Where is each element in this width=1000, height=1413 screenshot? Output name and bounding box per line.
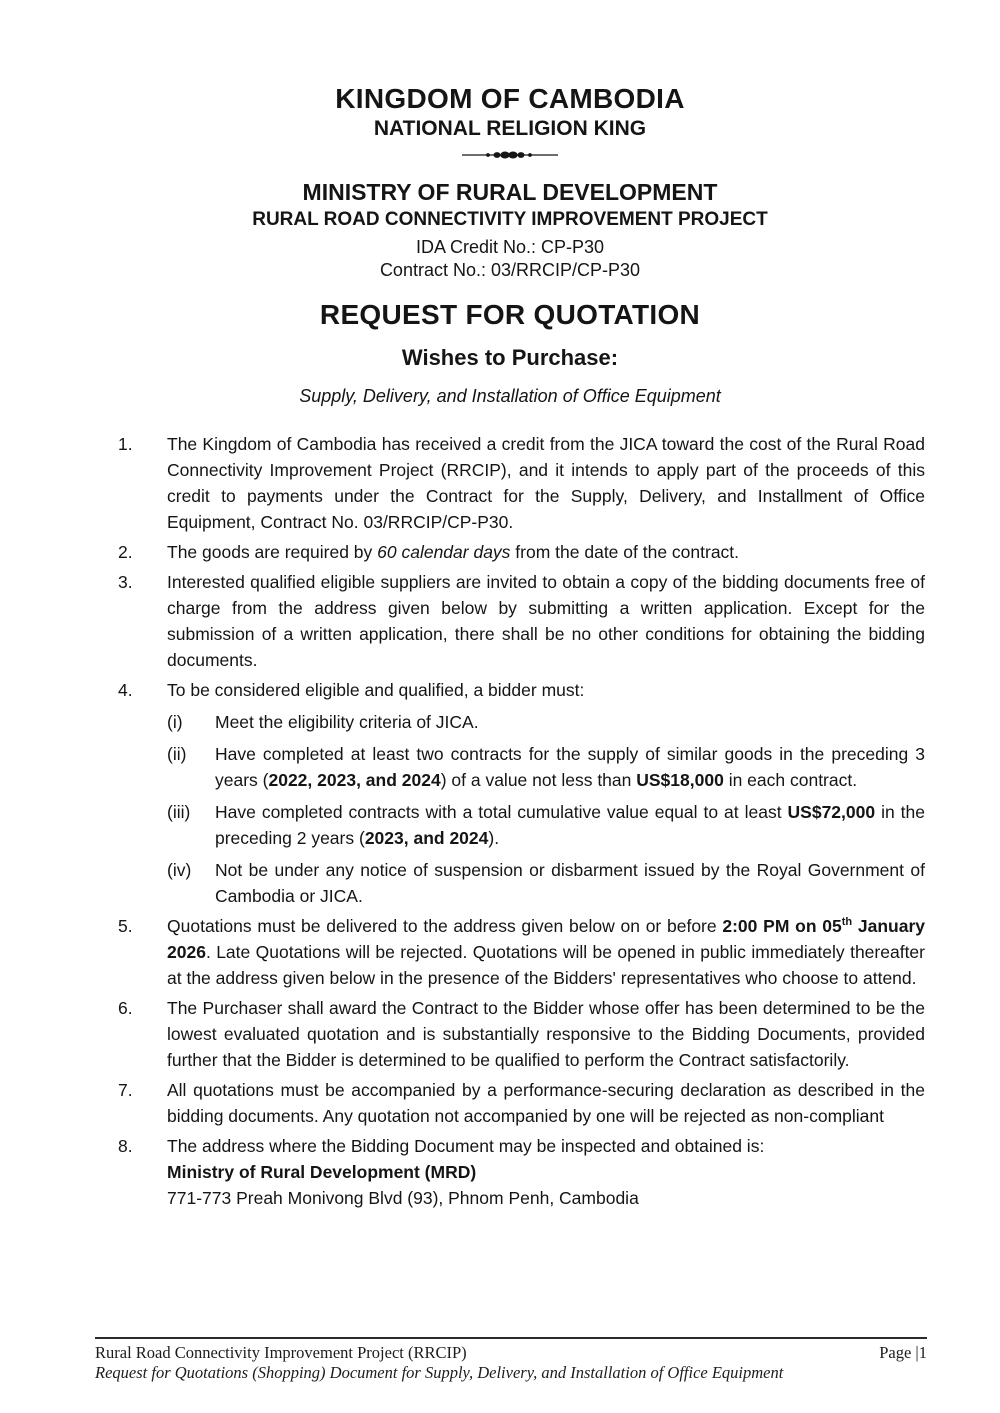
sub-item-text: Meet the eligibility criteria of JICA.: [215, 712, 479, 732]
list-item-4: [95, 677, 925, 909]
item-number: 2.: [118, 542, 133, 562]
sub-item-text: Not be under any notice of suspension or disbarment issued by the Royal Government of Cambodia or JICA.: [215, 860, 925, 906]
item-text: The Purchaser shall award the Contract to the Bidder whose offer has been determined to be the lowest evaluated quotation and is substantially responsive to the Bidding Documents, provided further that the Bidder is determined to be qualified to perform the Contract satisfactorily.: [167, 998, 925, 1070]
sub-item-marker: (iii): [167, 802, 191, 822]
item-number: 6.: [118, 998, 133, 1018]
item-number: 7.: [118, 1080, 133, 1100]
document-content: [95, 0, 925, 1215]
sub-item-iv: [167, 857, 925, 909]
list-item-1: [95, 431, 925, 535]
rfq-list: [95, 431, 925, 1211]
item-number: 3.: [118, 572, 133, 592]
sub-item-marker: (iv): [167, 860, 192, 880]
contract-number: Contract No.: 03/RRCIP/CP-P30: [379, 260, 641, 280]
credit-number: IDA Credit No.: CP-P30: [415, 237, 605, 257]
list-item-8: [95, 1133, 925, 1211]
list-item-2: [95, 539, 925, 565]
footer-document-title: Request for Quotations (Shopping) Document for Supply, Delivery, and Installation of Office Equipment: [95, 1363, 784, 1382]
national-motto: NATIONAL RELIGION KING: [373, 117, 647, 140]
document-header: [95, 0, 925, 407]
item-number: 4.: [118, 680, 133, 700]
ministry-title: MINISTRY OF RURAL DEVELOPMENT: [302, 179, 718, 205]
item-number: 1.: [118, 434, 133, 454]
sub-item-marker: (i): [167, 712, 183, 732]
sub-item-text: Have completed contracts with a total cumulative value equal to at least US$72,000 in the preceding 2 years (2023, and 2024).: [215, 802, 925, 848]
item-text: Quotations must be delivered to the address given below on or before 2:00 PM on 05th January 2026. Late Quotations will be rejected. Quotations will be opened in public immediately thereafter at the address given below in the presence of the Bidders' representatives who choose to attend.: [167, 916, 925, 988]
item-number: 5.: [118, 916, 133, 936]
item-text: Interested qualified eligible suppliers are invited to obtain a copy of the bidding documents free of charge from the address given below by submitting a written application. Except for the submission of a written application, there shall be no other conditions for obtaining the bidding documents.: [167, 572, 925, 670]
sub-item-marker: (ii): [167, 744, 187, 764]
item-text: To be considered eligible and qualified, a bidder must:: [167, 680, 585, 700]
page-footer: [95, 1337, 927, 1383]
sub-item-i: [167, 709, 925, 735]
list-item-5: [95, 913, 925, 991]
subject-line: Supply, Delivery, and Installation of Office Equipment: [299, 386, 721, 406]
project-title: RURAL ROAD CONNECTIVITY IMPROVEMENT PROJECT: [252, 209, 768, 230]
list-item-6: [95, 995, 925, 1073]
item-text: The address where the Bidding Document may be inspected and obtained is: Ministry of Rural Development (MRD) 771-773 Preah Monivong Blvd (93), Phnom Penh, Cambodia: [167, 1136, 765, 1208]
list-item-7: [95, 1077, 925, 1129]
item-number: 8.: [118, 1136, 133, 1156]
footer-first-line: [95, 1343, 927, 1363]
divider-ornament-icon: [95, 150, 925, 160]
page-title: REQUEST FOR QUOTATION: [319, 299, 701, 330]
sub-item-ii: [167, 741, 925, 793]
item-text: The Kingdom of Cambodia has received a credit from the JICA toward the cost of the Rural Road Connectivity Improvement Project (RRCIP), and it intends to apply part of the proceeds of this credit to payments under the Contract for the Supply, Delivery, and Installment of Office Equipment, Contract No. 03/RRCIP/CP-P30.: [167, 434, 925, 532]
item-text: The goods are required by 60 calendar days from the date of the contract.: [167, 542, 740, 562]
eligibility-sub-list: [167, 709, 925, 909]
footer-project-name: Rural Road Connectivity Improvement Project (RRCIP): [95, 1343, 467, 1362]
kingdom-title: KINGDOM OF CAMBODIA: [335, 83, 685, 114]
footer-page-number: Page |1: [879, 1343, 927, 1362]
sub-item-text: Have completed at least two contracts for the supply of similar goods in the preceding 3 years (2022, 2023, and 2024) of a value not less than US$18,000 in each contract.: [215, 744, 925, 790]
purchase-subtitle: Wishes to Purchase:: [401, 345, 619, 370]
sub-item-iii: [167, 799, 925, 851]
list-item-3: [95, 569, 925, 673]
item-text: All quotations must be accompanied by a performance-securing declaration as described in the bidding documents. Any quotation not accompanied by one will be rejected as non-compliant: [167, 1080, 925, 1126]
